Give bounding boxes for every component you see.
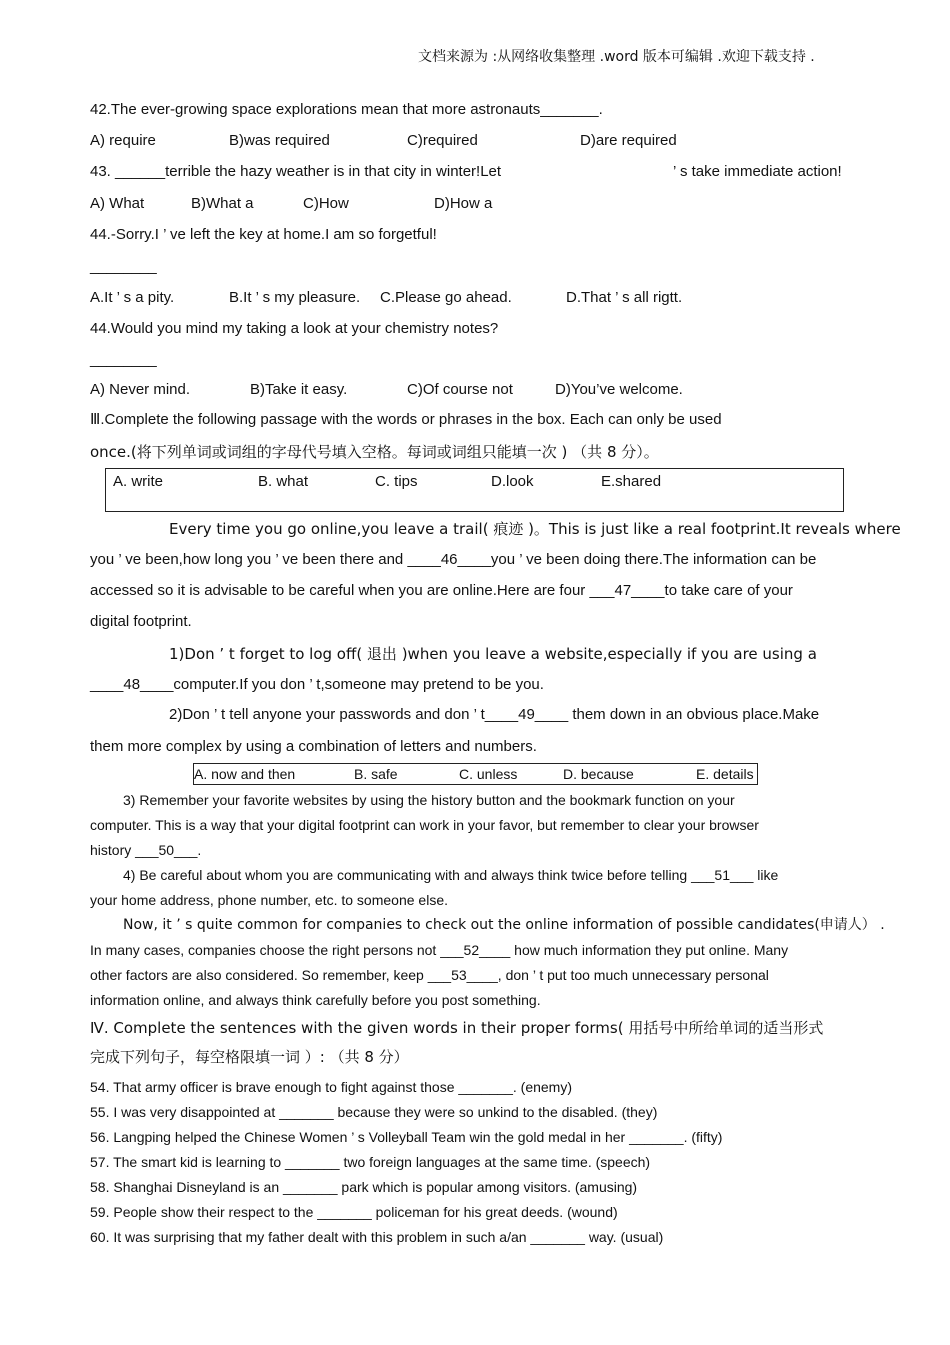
word-box-1-item-e: E.shared: [601, 473, 662, 490]
question-56: 56. Langping helped the Chinese Women ’ s Volleyball Team win the gold medal in her _______. (fifty): [90, 1129, 723, 1145]
passage-conclusion-line-1: Now, it ’ s quite common for companies to check out the online information of possible candidates(申请人） .: [123, 917, 885, 933]
passage-paragraph-1-line-1: Every time you go online,you leave a trail( 痕迹 )。This is just like a real footprint.It reveals where: [169, 520, 901, 538]
word-box-2-item-e: E. details: [696, 766, 754, 782]
page-header: 文档来源为 :从网络收集整理 .word 版本可编辑 .欢迎下载支持 .: [418, 49, 815, 65]
question-42-stem: 42.The ever-growing space explorations mean that more astronauts_______.: [90, 101, 603, 118]
word-box-1-item-b: B. what: [258, 473, 309, 490]
passage-tip-2-line-1: 2)Don ’ t tell anyone your passwords and don ’ t____49____ them down in an obvious place.Make: [169, 706, 820, 723]
word-box-1: [105, 468, 844, 512]
passage-tip-4-line-1: 4) Be careful about whom you are communicating with and always think twice before telling ___51___ like: [123, 867, 779, 883]
question-44a-blank: ________: [90, 258, 157, 275]
question-59: 59. People show their respect to the _______ policeman for his great deeds. (wound): [90, 1204, 618, 1220]
question-44b-blank: ________: [90, 351, 157, 368]
question-43-option-b: B)What a: [191, 195, 254, 212]
passage-conclusion-line-2: In many cases, companies choose the right persons not ___52____ how much information they put online. Many: [90, 942, 789, 958]
question-58: 58. Shanghai Disneyland is an _______ park which is popular among visitors. (amusing): [90, 1179, 638, 1195]
question-44b-option-d: D)You’ve welcome.: [555, 381, 683, 398]
question-55: 55. I was very disappointed at _______ because they were so unkind to the disabled. (they): [90, 1104, 658, 1120]
word-box-1-item-a: A. write: [113, 473, 164, 490]
question-44b-option-a: A) Never mind.: [90, 381, 191, 398]
passage-tip-4-line-2: your home address, phone number, etc. to someone else.: [90, 892, 448, 908]
passage-paragraph-1-line-3: accessed so it is advisable to be careful when you are online.Here are four ___47____to take care of your: [90, 582, 793, 599]
question-43-option-d: D)How a: [434, 195, 493, 212]
question-44a-option-b: B.It ’ s my pleasure.: [229, 289, 361, 306]
section-4-instruction: Ⅳ. Complete the sentences with the given words in their proper forms( 用括号中所给单词的适当形式: [90, 1019, 824, 1037]
question-54: 54. That army officer is brave enough to fight against those _______. (enemy): [90, 1079, 572, 1095]
word-box-2-item-c: C. unless: [459, 766, 518, 782]
question-44b-option-c: C)Of course not: [407, 381, 513, 398]
section-3-instruction-cn: once.(将下列单词或词组的字母代号填入空格。每词或词组只能填一次 ) （共 8 分）。: [90, 443, 659, 461]
question-44a-option-c: C.Please go ahead.: [380, 289, 512, 306]
question-43-stem: 43. ______terrible the hazy weather is in that city in winter!Let: [90, 163, 502, 180]
question-43-stem-tail: ’ s take immediate action!: [673, 163, 842, 180]
passage-conclusion-line-4: information online, and always think carefully before you post something.: [90, 992, 541, 1008]
question-44b-option-b: B)Take it easy.: [250, 381, 348, 398]
passage-tip-3-line-1: 3) Remember your favorite websites by using the history button and the bookmark function on your: [123, 792, 735, 808]
question-43-option-c: C)How: [303, 195, 349, 212]
question-42-option-c: C)required: [407, 132, 478, 149]
passage-tip-2-line-2: them more complex by using a combination of letters and numbers.: [90, 738, 537, 755]
passage-tip-1-line-1: 1)Don ’ t forget to log off( 退出 )when you leave a website,especially if you are using a: [169, 645, 817, 663]
question-44a-option-d: D.That ’ s all rigtt.: [566, 289, 683, 306]
question-42-option-b: B)was required: [229, 132, 330, 149]
word-box-2-item-a: A. now and then: [194, 766, 296, 782]
question-44a-stem: 44.-Sorry.I ’ ve left the key at home.I am so forgetful!: [90, 226, 437, 243]
passage-tip-1-line-2: ____48____computer.If you don ’ t,someone may pretend to be you.: [90, 676, 544, 693]
section-3-instruction: Ⅲ.Complete the following passage with the words or phrases in the box. Each can only be used: [90, 411, 722, 428]
question-44b-stem: 44.Would you mind my taking a look at your chemistry notes?: [90, 320, 499, 337]
word-box-1-item-c: C. tips: [375, 473, 418, 490]
question-42-option-a: A) require: [90, 132, 156, 149]
passage-tip-3-line-3: history ___50___.: [90, 842, 202, 858]
question-44a-option-a: A.It ’ s a pity.: [90, 289, 175, 306]
question-43-option-a: A) What: [90, 195, 145, 212]
word-box-2-item-d: D. because: [563, 766, 634, 782]
passage-conclusion-line-3: other factors are also considered. So remember, keep ___53____, don ’ t put too much unnecessary personal: [90, 967, 769, 983]
word-box-1-item-d: D.look: [491, 473, 534, 490]
question-60: 60. It was surprising that my father dealt with this problem in such a/an _______ way. (usual): [90, 1229, 664, 1245]
passage-paragraph-1-line-4: digital footprint.: [90, 613, 192, 630]
question-42-option-d: D)are required: [580, 132, 677, 149]
question-57: 57. The smart kid is learning to _______ two foreign languages at the same time. (speech): [90, 1154, 651, 1170]
passage-tip-3-line-2: computer. This is a way that your digital footprint can work in your favor, but remember to clear your browser: [90, 817, 759, 833]
word-box-2-item-b: B. safe: [354, 766, 398, 782]
passage-paragraph-1-line-2: you ’ ve been,how long you ’ ve been there and ____46____you ’ ve been doing there.The information can be: [90, 551, 817, 568]
section-4-instruction-cn: 完成下列句子，每空格限填一词 ）: （共 8 分）: [90, 1048, 409, 1066]
